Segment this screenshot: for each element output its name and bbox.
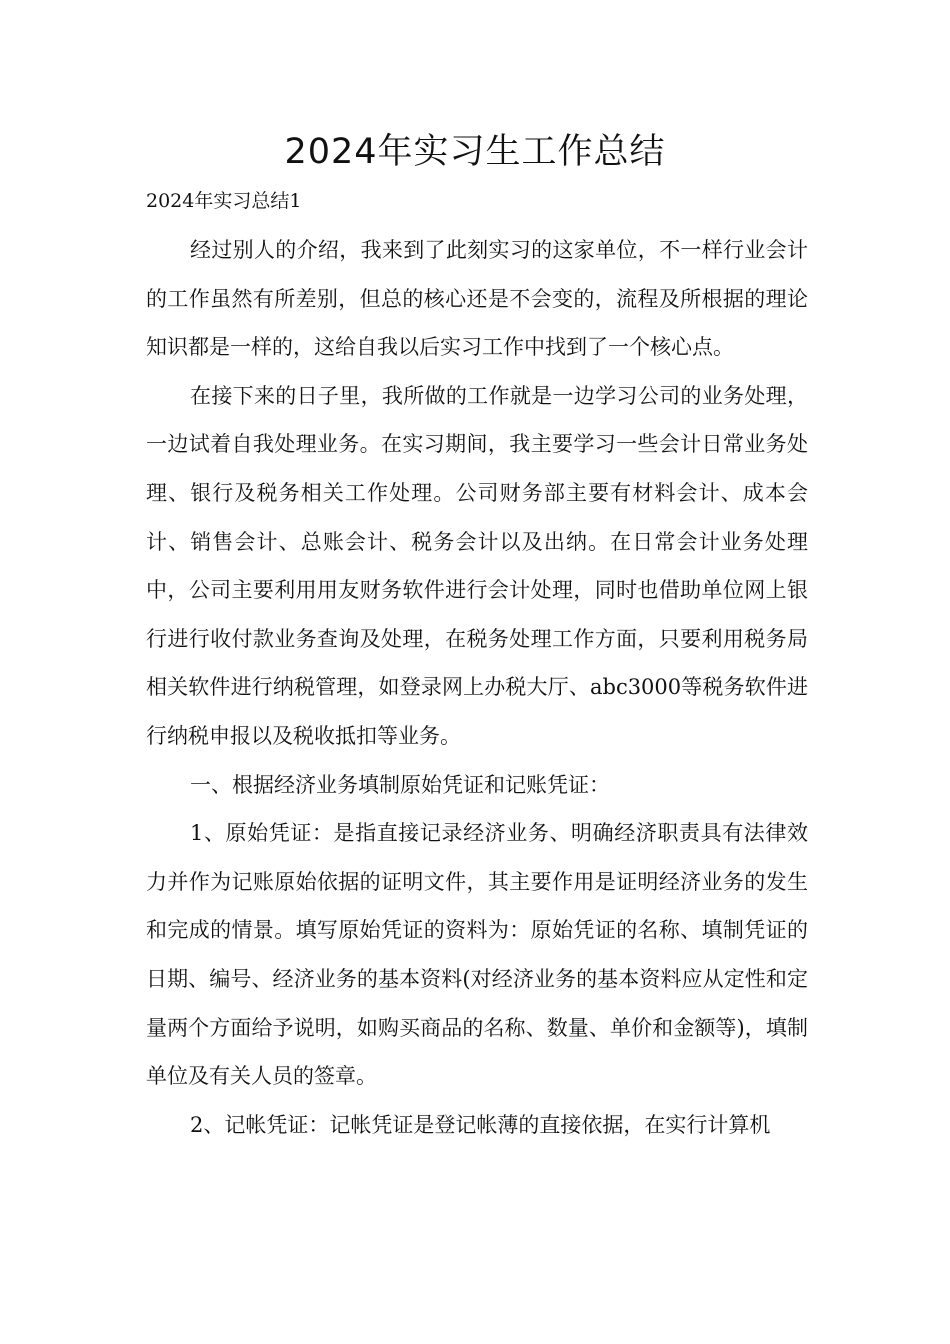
paragraph-section-one-heading: 一、根据经济业务填制原始凭证和记账凭证： <box>190 772 610 797</box>
paragraph-work-overview: 在接下来的日子里，我所做的工作就是一边学习公司的业务处理，一边试着自我处理业务。在实习期间，我主要学习一些会计日常业务处理、银行及税务相关工作处理。公司财务部主要有材料会计、成本会计、销售会计、总账会计、税务会计以及出纳。在日常会计业务处理中，公司主要利用用友财务软件进行会计处理，同时也借助单位网上银行进行收付款业务查询及处理，在税务处理工作方面，只要利用税务局相关软件进行纳税管理，如登录网上办税大厅、abc3000等税务软件进行纳税申报以及税收抵扣等业务。 <box>146 383 808 748</box>
document-title: 2024年实习生工作总结 <box>284 132 666 172</box>
paragraph-intro: 经过别人的介绍，我来到了此刻实习的这家单位，不一样行业会计的工作虽然有所差别，但总的核心还是不会变的，流程及所根据的理论知识都是一样的，这给自我以后实习工作中找到了一个核心点。 <box>146 238 808 360</box>
document-body <box>146 226 808 1149</box>
section-subheading: 2024年实习总结1 <box>146 190 302 212</box>
paragraph-original-voucher: 1、原始凭证：是指直接记录经济业务、明确经济职责具有法律效力并作为记账原始依据的证明文件，其主要作用是证明经济业务的发生和完成的情景。填写原始凭证的资料为：原始凭证的名称、填制凭证的日期、编号、经济业务的基本资料(对经济业务的基本资料应从定性和定量两个方面给予说明，如购买商品的名称、数量、单价和金额等)，填制单位及有关人员的签章。 <box>146 821 808 1089</box>
paragraph-bookkeeping-voucher: 2、记帐凭证：记帐凭证是登记帐薄的直接依据，在实行计算机 <box>190 1112 771 1137</box>
